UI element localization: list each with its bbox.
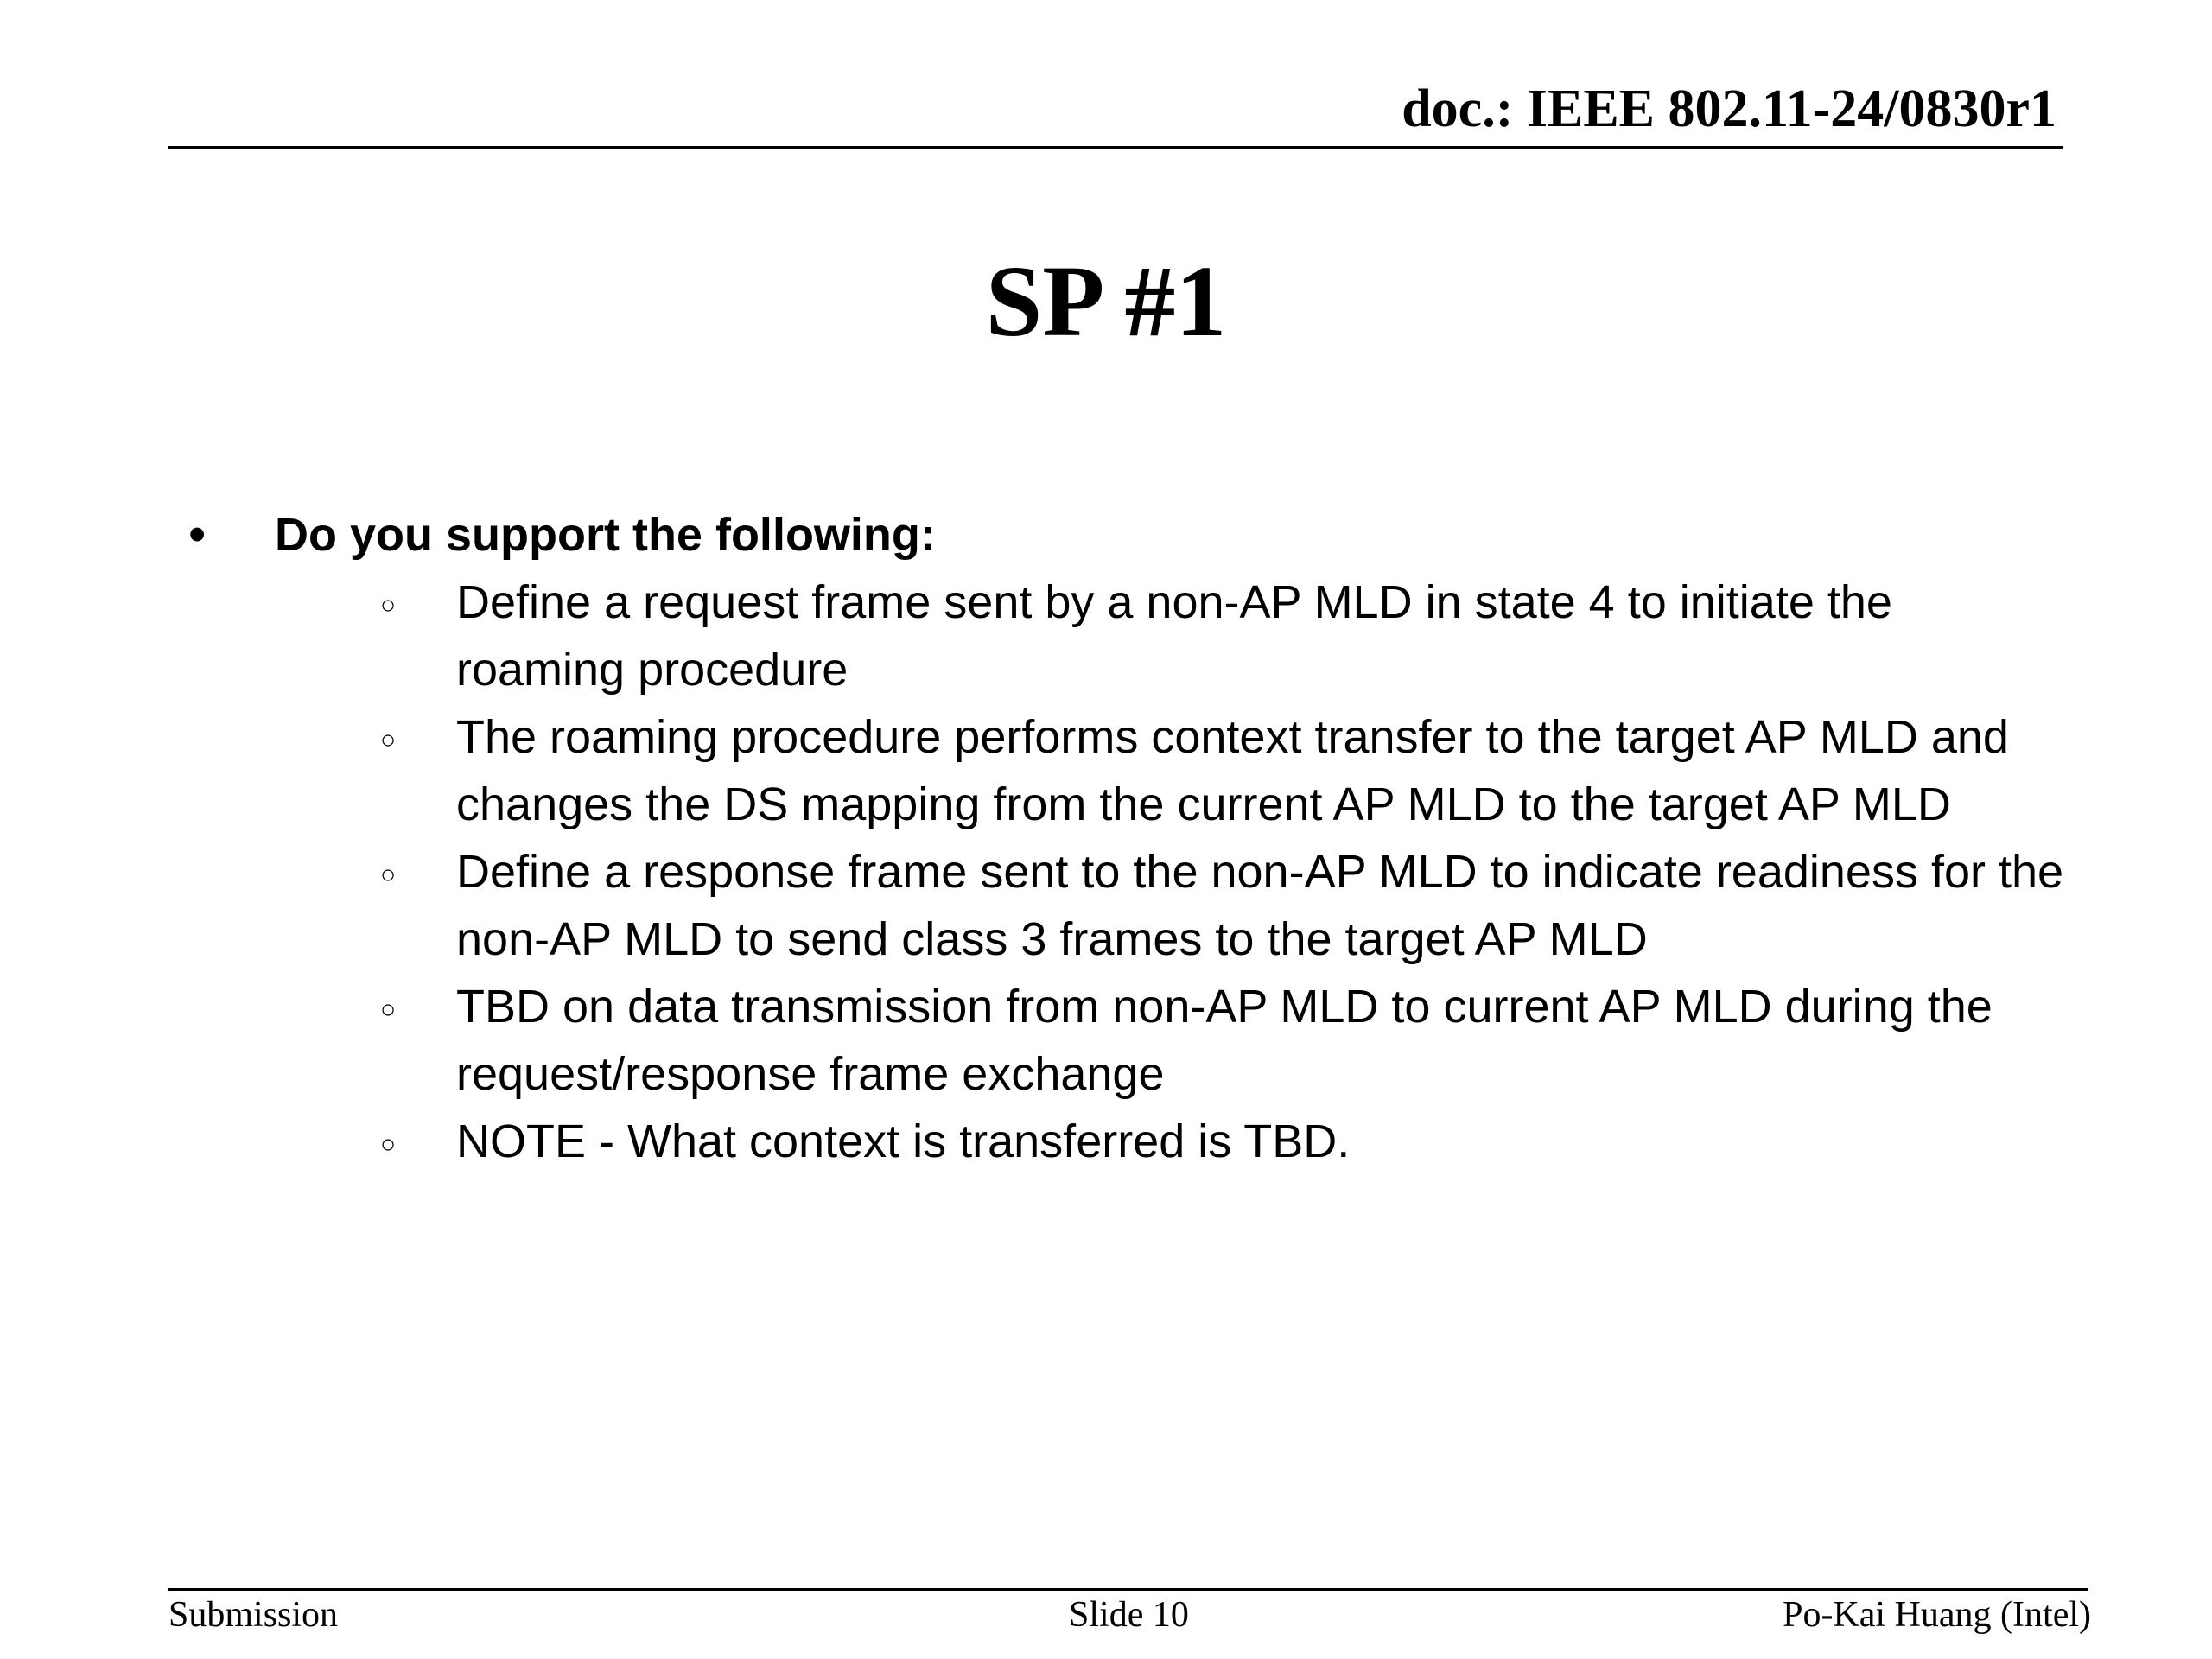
sub-bullet-text: TBD on data transmission from non-AP MLD to current AP MLD during the request/response frame exchange: [456, 981, 1993, 1100]
bullet-marker: •: [188, 506, 207, 563]
circle-bullet-icon: ○: [380, 591, 397, 620]
sub-bullet-item: [380, 973, 2074, 1108]
footer-submission: Submission: [168, 1595, 339, 1635]
sub-bullet-list: [380, 569, 2074, 1175]
main-bullet-text: Do you support the following:: [275, 509, 936, 561]
sub-bullet-text: The roaming procedure performs context transfer to the target AP MLD and changes the DS mapping from the current AP MLD to the target AP MLD: [456, 711, 2009, 830]
document-id: doc.: IEEE 802.11-24/0830r1: [1402, 79, 2056, 138]
sub-bullet-item: [380, 1108, 2074, 1175]
circle-bullet-icon: ○: [380, 726, 397, 754]
circle-bullet-icon: ○: [380, 1130, 397, 1159]
circle-bullet-icon: ○: [380, 861, 397, 889]
sub-bullet-item: [380, 569, 2074, 703]
footer-author: Po-Kai Huang (Intel): [1783, 1595, 2091, 1635]
slide-title: SP #1: [985, 245, 1227, 358]
sub-bullet-text: NOTE - What context is transferred is TBD.: [456, 1116, 1351, 1167]
circle-bullet-icon: ○: [380, 995, 397, 1024]
slide-number: Slide 10: [1069, 1595, 1189, 1635]
sub-bullet-item: [380, 703, 2074, 838]
footer-divider: [168, 1588, 2088, 1591]
sub-bullet-item: [380, 838, 2074, 973]
sub-bullet-text: Define a request frame sent by a non-AP MLD in state 4 to initiate the roaming procedure: [456, 576, 1892, 696]
sub-bullet-text: Define a response frame sent to the non-AP MLD to indicate readiness for the non-AP MLD to send class 3 frames to the target AP MLD: [456, 846, 2064, 965]
